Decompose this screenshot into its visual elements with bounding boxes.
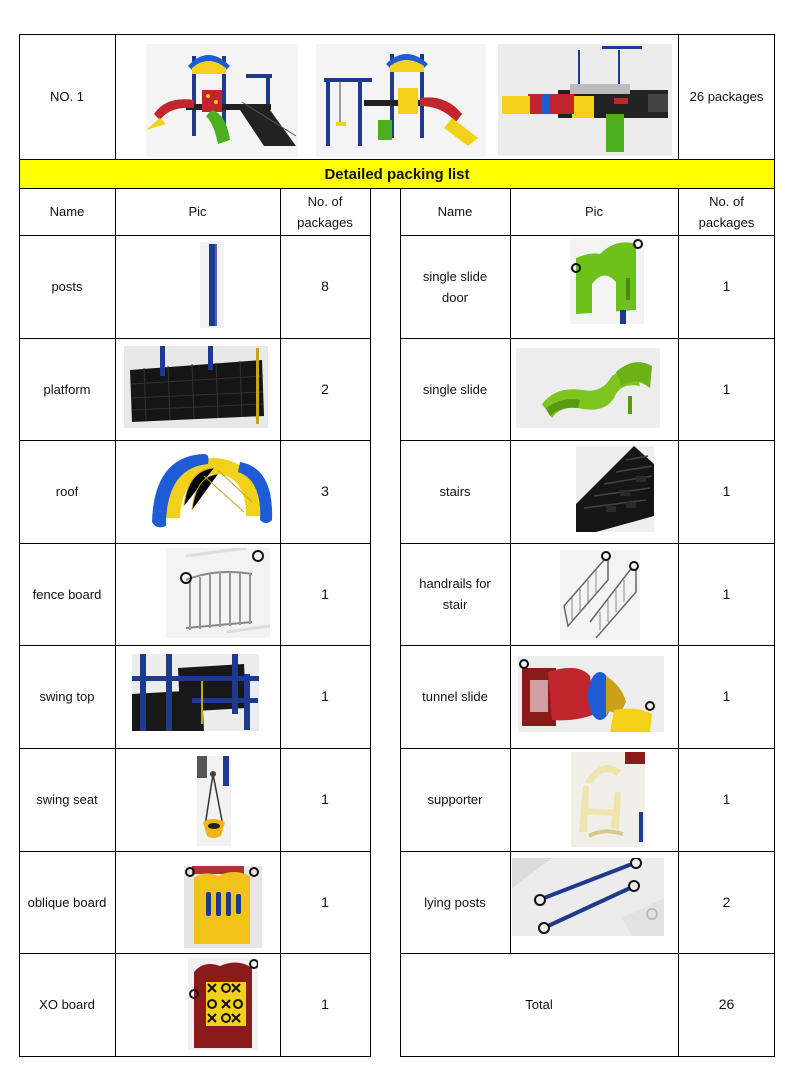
header-col-line: [115, 34, 116, 160]
total-packages-header: 26 packages: [689, 89, 764, 104]
right-item-qty: 1: [722, 585, 731, 602]
left-item-qty: 1: [321, 893, 329, 910]
tunnel-slide-icon: [518, 656, 664, 732]
left-row-line: [19, 1056, 371, 1057]
right-item-qty: 1: [722, 380, 731, 397]
left-col-header-pic: Pic: [188, 204, 207, 219]
xo-board-icon: [188, 958, 258, 1050]
right-col-header-name: Name: [437, 204, 473, 219]
right-item-name: stairs: [439, 484, 471, 499]
product-number: NO. 1: [50, 89, 84, 104]
left-item-qty: 2: [321, 380, 329, 397]
left-table-right-border: [370, 188, 371, 1057]
left-item-qty: 1: [321, 791, 329, 807]
roof-icon: [148, 446, 276, 534]
fence-board-icon: [166, 548, 270, 638]
right-item-qty: 2: [722, 893, 731, 910]
swing-seat-icon: [197, 756, 231, 846]
left-item-name: swing seat: [36, 792, 98, 807]
left-item-name: XO board: [39, 997, 95, 1012]
playground-back-view-icon: [316, 44, 486, 157]
post-icon: [200, 242, 224, 328]
right-item-name: single slide: [422, 381, 488, 397]
left-col-header-name: Name: [49, 204, 85, 219]
right-item-name: single slide door: [422, 268, 488, 305]
detailed-packing-list-banner: Detailed packing list: [20, 160, 774, 188]
left-item-qty: 8: [321, 278, 329, 294]
right-item-name: handrails for stair: [419, 576, 491, 612]
right-item-qty: 1: [722, 791, 731, 807]
total-value: 26: [718, 996, 735, 1012]
left-col-header-packages: No. of packages: [297, 193, 353, 230]
right-item-name: lying posts: [424, 894, 486, 910]
left-item-name: fence board: [32, 586, 102, 602]
oblique-board-icon: [184, 866, 262, 948]
left-item-name: roof: [55, 484, 79, 499]
right-item-qty: 1: [722, 688, 731, 704]
slide-icon: [516, 348, 660, 428]
left-item-name: platform: [43, 381, 91, 397]
left-item-qty: 1: [321, 996, 329, 1012]
slide-door-icon: [570, 238, 644, 324]
playground-side-view-icon: [146, 44, 298, 157]
lying-posts-icon: [512, 858, 664, 936]
right-row-line: [400, 1056, 775, 1057]
left-item-qty: 1: [321, 585, 329, 602]
left-item-name: oblique board: [27, 894, 107, 910]
right-item-name: supporter: [427, 792, 483, 807]
left-item-qty: 3: [321, 483, 329, 499]
left-col-line: [115, 188, 116, 1057]
right-item-name: tunnel slide: [422, 689, 488, 704]
swing-top-icon: [132, 654, 259, 731]
right-item-qty: 1: [722, 483, 731, 499]
left-item-name: swing top: [39, 689, 95, 704]
left-item-qty: 1: [321, 688, 329, 704]
left-item-name: posts: [51, 279, 83, 294]
right-col-line: [510, 188, 511, 954]
table-top-border: [19, 34, 775, 35]
platform-icon: [124, 346, 268, 428]
stairs-icon: [576, 446, 654, 532]
total-label: Total: [525, 997, 553, 1012]
supporter-icon: [571, 752, 645, 847]
right-item-qty: 1: [722, 278, 731, 294]
playground-top-view-icon: [498, 44, 672, 156]
right-col-header-pic: Pic: [584, 204, 604, 219]
right-col-header-packages: No. of packages: [698, 193, 755, 230]
handrails-icon: [560, 550, 640, 640]
